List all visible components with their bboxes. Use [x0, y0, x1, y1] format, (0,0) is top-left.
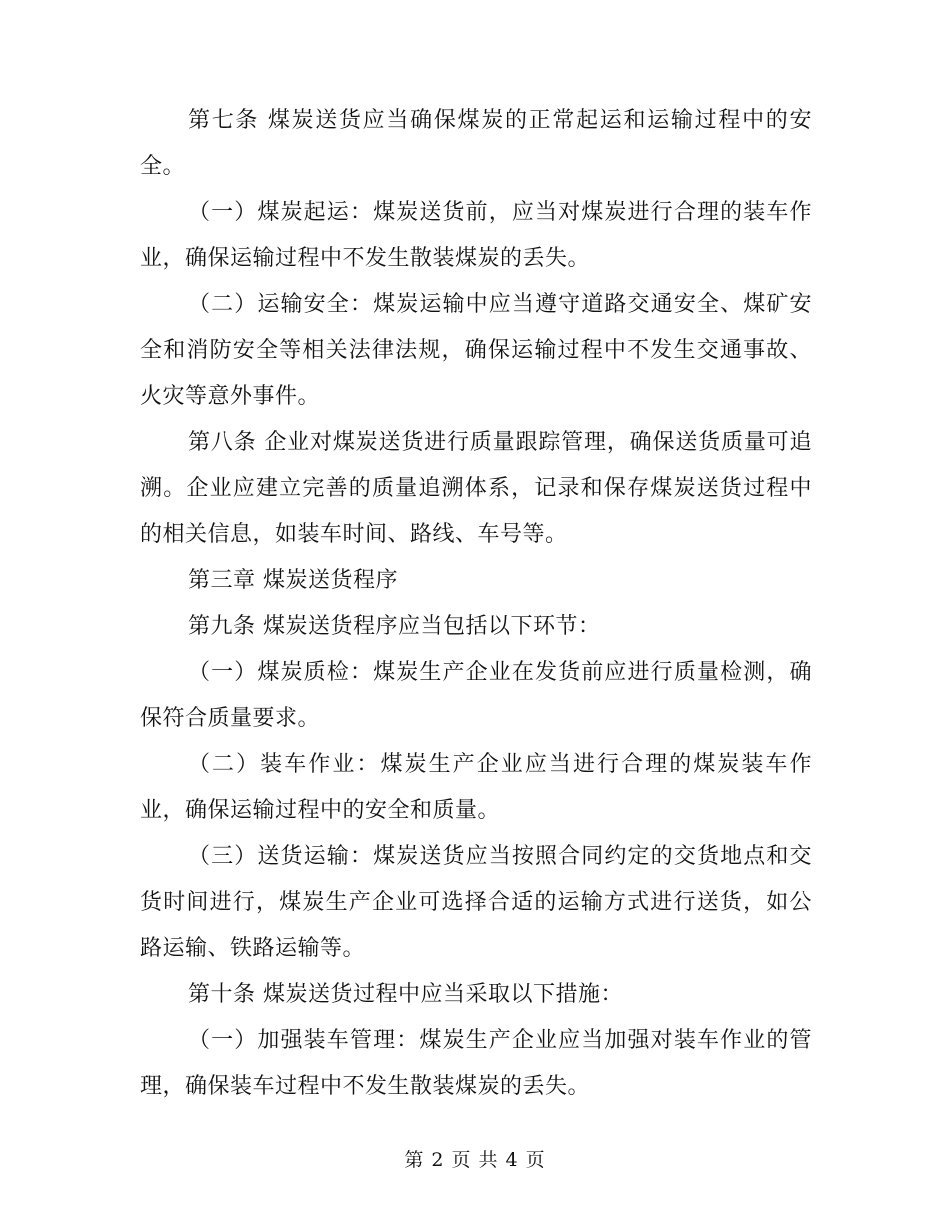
article-8-paragraph: 第八条 企业对煤炭送货进行质量跟踪管理，确保送货质量可追溯。企业应建立完善的质量追溯体系，记录和保存煤炭送货过程中的相关信息，如装车时间、路线、车号等。 [140, 430, 812, 547]
article-7-item-2-paragraph: （二）运输安全：煤炭运输中应当遵守道路交通安全、煤矿安全和消防安全等相关法律法规，确保运输过程中不发生交通事故、火灾等意外事件。 [140, 292, 812, 409]
article-7-item-1-paragraph: （一）煤炭起运：煤炭送货前，应当对煤炭进行合理的装车作业，确保运输过程中不发生散装煤炭的丢失。 [140, 200, 812, 271]
article-10-item-1-paragraph: （一）加强装车管理：煤炭生产企业应当加强对装车作业的管理，确保装车过程中不发生散装煤炭的丢失。 [140, 1028, 812, 1099]
chapter-3-heading: 第三章 煤炭送货程序 [188, 568, 398, 593]
article-9-item-1-paragraph: （一）煤炭质检：煤炭生产企业在发货前应进行质量检测，确保符合质量要求。 [140, 660, 812, 731]
article-9-item-3-paragraph: （三）送货运输：煤炭送货应当按照合同约定的交货地点和交货时间进行，煤炭生产企业可选择合适的运输方式进行送货，如公路运输、铁路运输等。 [140, 844, 812, 961]
page-number-footer: 第 2 页 共 4 页 [404, 1149, 546, 1171]
article-7-paragraph: 第七条 煤炭送货应当确保煤炭的正常起运和运输过程中的安全。 [140, 108, 812, 179]
document-body [140, 98, 812, 1110]
article-9-item-2-paragraph: （二）装车作业：煤炭生产企业应当进行合理的煤炭装车作业，确保运输过程中的安全和质量。 [140, 752, 812, 823]
article-10-paragraph: 第十条 煤炭送货过程中应当采取以下措施： [188, 982, 623, 1007]
article-9-paragraph: 第九条 煤炭送货程序应当包括以下环节： [188, 614, 601, 639]
